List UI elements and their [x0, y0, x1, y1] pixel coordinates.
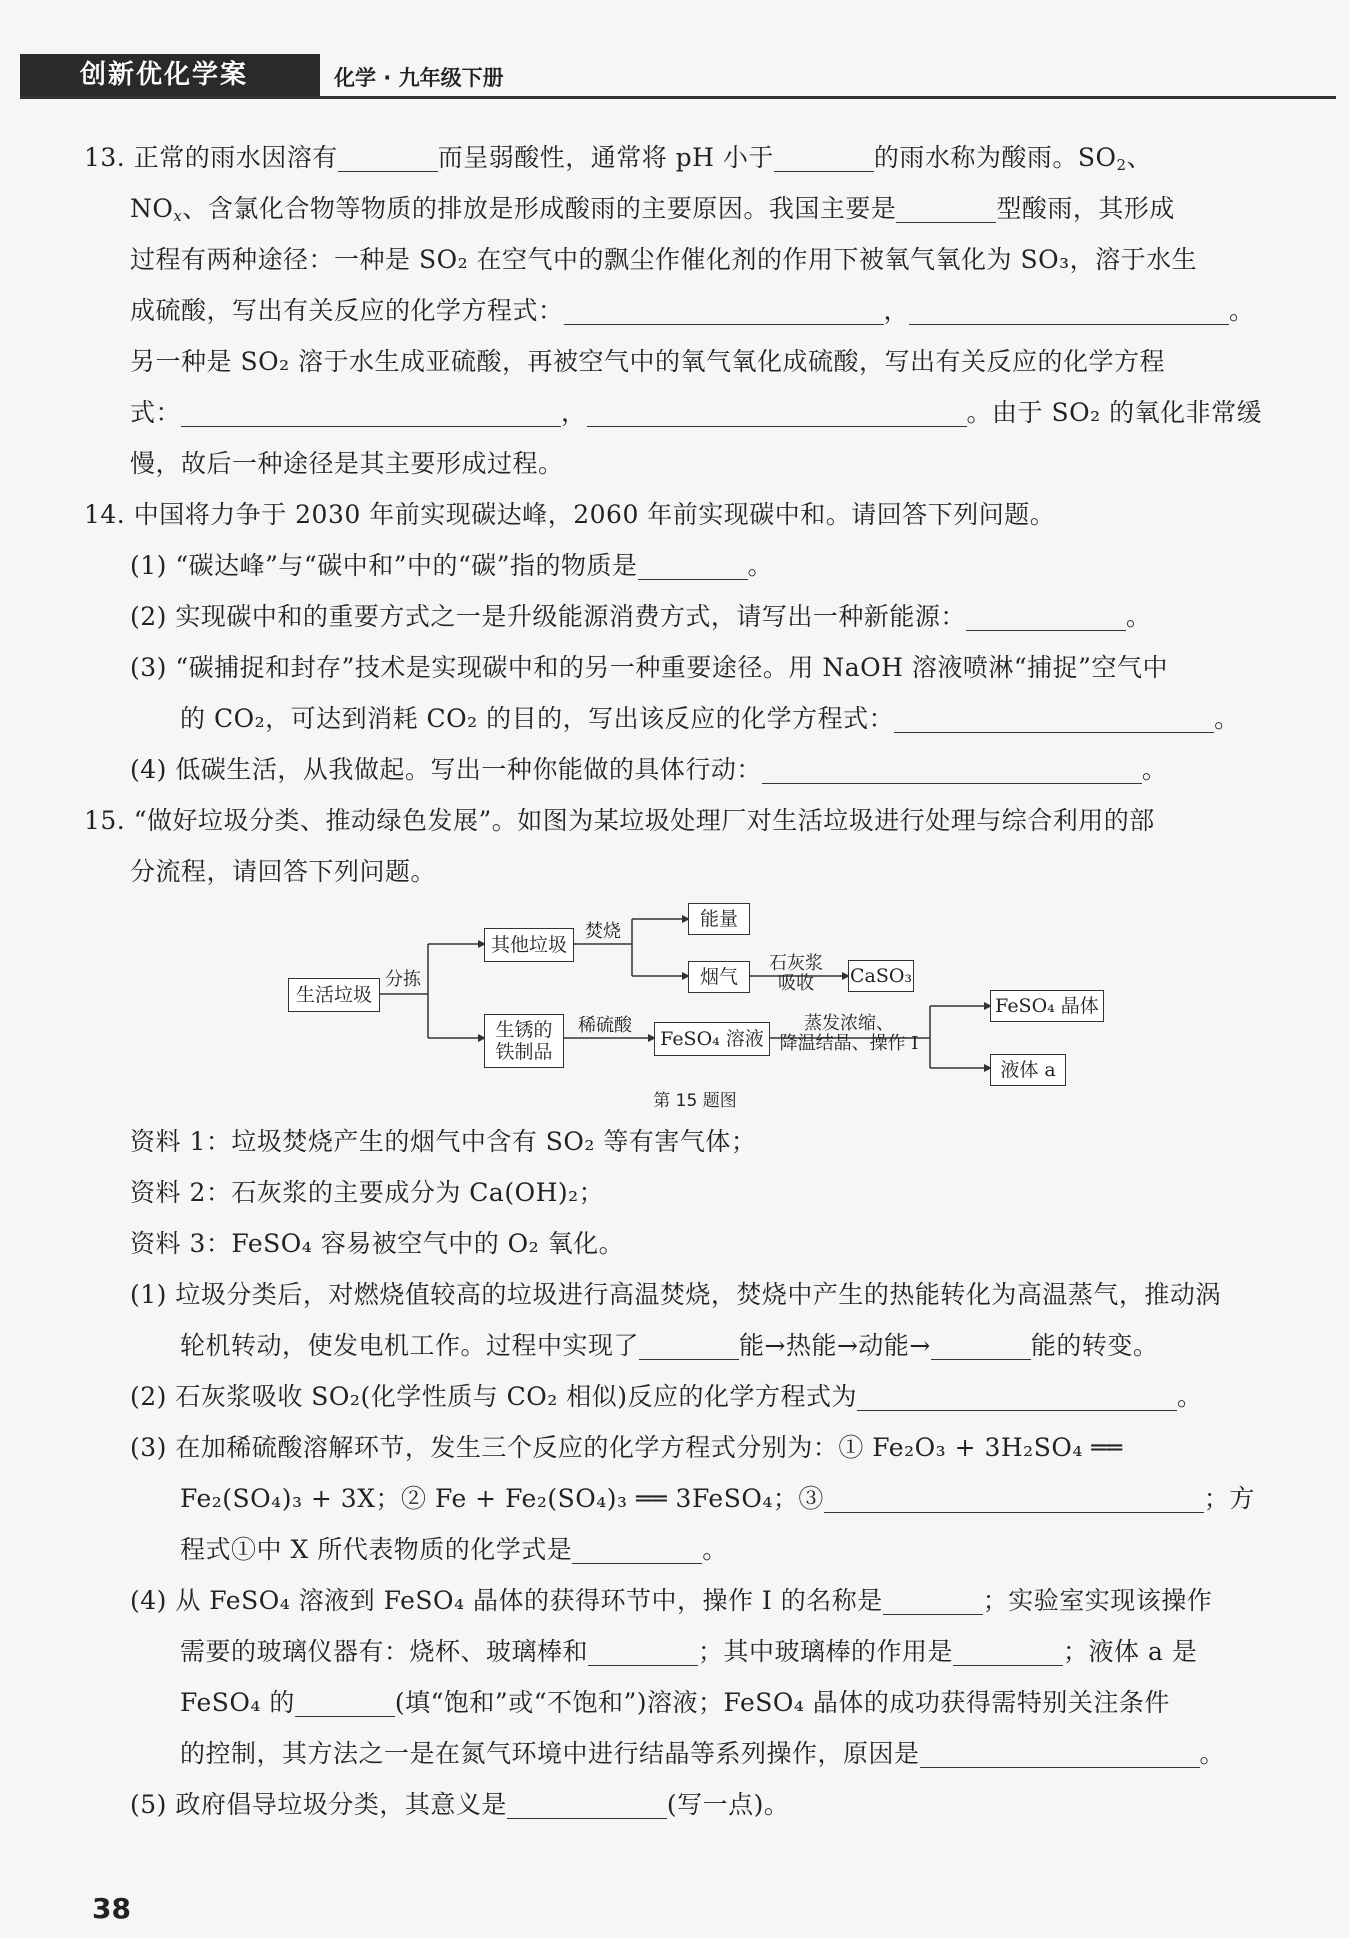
node-rusty-iron: 生锈的 铁制品 [484, 1014, 564, 1068]
q13-line-5: 另一种是 SO₂ 溶于水生成亚硫酸，再被空气中的氧气氧化成硫酸，写出有关反应的化学方程 [130, 347, 1166, 376]
header-brand: 创新优化学案 [80, 60, 249, 90]
q15-part-1: (1) 垃圾分类后，对燃烧值较高的垃圾进行高温焚烧，焚烧中产生的热能转化为高温蒸气，推动涡 [130, 1280, 1221, 1309]
q13-line-1: 13. 正常的雨水因溶有 而呈弱酸性，通常将 pH 小于 的雨水称为酸雨。$SO_2$、 [84, 143, 1153, 174]
flow-diagram [280, 898, 1110, 1098]
node-feso4-crystal: FeSO₄ 晶体 [990, 990, 1104, 1022]
answer-blank[interactable] [857, 1380, 1177, 1411]
answer-blank[interactable] [896, 192, 996, 223]
q15-part-4: (4) 从 FeSO₄ 溶液到 FeSO₄ 晶体的获得环节中，操作 Ⅰ 的名称是 ；实验室实现该操作 [130, 1586, 1213, 1615]
q13-line-2: $NO_x$、含氯化合物等物质的排放是形成酸雨的主要原因。我国主要是 型酸雨，其形成 [130, 194, 1175, 225]
answer-blank[interactable] [639, 1329, 739, 1360]
answer-blank[interactable] [894, 702, 1214, 733]
answer-blank[interactable] [587, 396, 967, 427]
q14-part-3: (3) “碳捕捉和封存”技术是实现碳中和的另一种重要途径。用 NaOH 溶液喷淋“捕捉”空气中 [130, 653, 1168, 682]
node-liquid-a: 液体 a [990, 1054, 1066, 1086]
edge-label-lime: 石灰浆 吸收 [769, 953, 823, 994]
q15-part-4-cont-3: 的控制，其方法之一是在氮气环境中进行结晶等系列操作，原因是 。 [180, 1739, 1226, 1768]
q15-part-3: (3) 在加稀硫酸溶解环节，发生三个反应的化学方程式分别为：① Fe₂O₃ + 3H₂SO₄ ══ [130, 1433, 1123, 1462]
q15-body [84, 1116, 1264, 1830]
q15-stem-2: 分流程，请回答下列问题。 [130, 857, 437, 886]
q14-part-1: (1) “碳达峰”与“碳中和”中的“碳”指的物质是 。 [130, 551, 774, 580]
answer-blank[interactable] [966, 600, 1126, 631]
answer-blank[interactable] [507, 1788, 667, 1819]
q14-part-2: (2) 实现碳中和的重要方式之一是升级能源消费方式，请写出一种新能源： 。 [130, 602, 1152, 631]
q14-stem: 14. 中国将力争于 2030 年前实现碳达峰，2060 年前实现碳中和。请回答下列问题。 [84, 500, 1056, 529]
content [84, 132, 1264, 897]
q15-part-2: (2) 石灰浆吸收 SO₂(化学性质与 CO₂ 相似)反应的化学方程式为 。 [130, 1382, 1203, 1411]
q14-part-4: (4) 低碳生活，从我做起。写出一种你能做的具体行动： 。 [130, 755, 1168, 784]
page-number: 38 [92, 1892, 131, 1925]
q13-line-3: 过程有两种途径：一种是 SO₂ 在空气中的飘尘作催化剂的作用下被氧气氧化为 SO₃，溶于水生 [130, 245, 1198, 274]
answer-blank[interactable] [638, 549, 748, 580]
q15-part-5: (5) 政府倡导垃圾分类，其意义是 (写一点)。 [130, 1790, 790, 1819]
figure-caption: 第 15 题图 [653, 1091, 737, 1111]
q15-part-1-cont: 轮机转动，使发电机工作。过程中实现了 能→热能→动能→ 能的转变。 [180, 1331, 1159, 1360]
answer-blank[interactable] [824, 1482, 1204, 1513]
answer-blank[interactable] [338, 141, 438, 172]
answer-blank[interactable] [774, 141, 874, 172]
q15-stem-1: 15. “做好垃圾分类、推动绿色发展”。如图为某垃圾处理厂对生活垃圾进行处理与综合利用的部 [84, 806, 1155, 835]
q13-line-4: 成硫酸，写出有关反应的化学方程式： ， 。 [130, 296, 1255, 325]
answer-blank[interactable] [295, 1686, 395, 1717]
q15-part-3-cont-2: 程式①中 X 所代表物质的化学式是 。 [180, 1535, 728, 1564]
q13-line-7: 慢，故后一种途径是其主要形成过程。 [130, 449, 564, 478]
answer-blank[interactable] [181, 396, 561, 427]
q15-ref-3: 资料 3：FeSO₄ 容易被空气中的 O₂ 氧化。 [130, 1229, 625, 1258]
answer-blank[interactable] [883, 1584, 983, 1615]
q15-part-4-cont-2: FeSO₄ 的 (填“饱和”或“不饱和”)溶液；FeSO₄ 晶体的成功获得需特别关注条件 [180, 1688, 1170, 1717]
q13-line-6: 式： ， 。由于 SO₂ 的氧化非常缓 [130, 398, 1263, 427]
node-caso3: CaSO₃ [848, 960, 914, 992]
answer-blank[interactable] [564, 294, 884, 325]
node-flue-gas: 烟气 [688, 961, 750, 993]
q15-ref-1: 资料 1：垃圾焚烧产生的烟气中含有 SO₂ 等有害气体； [130, 1127, 757, 1156]
q15-ref-2: 资料 2：石灰浆的主要成分为 Ca(OH)₂； [130, 1178, 605, 1207]
answer-blank[interactable] [588, 1635, 698, 1666]
node-other-waste: 其他垃圾 [484, 928, 574, 962]
edge-label-evaporate: 蒸发浓缩、 降温结晶、操作 Ⅰ [779, 1013, 919, 1054]
edge-label-sort: 分拣 [385, 969, 421, 990]
answer-blank[interactable] [920, 1737, 1200, 1768]
answer-blank[interactable] [931, 1329, 1031, 1360]
node-household-waste: 生活垃圾 [288, 978, 380, 1012]
header-rule [20, 96, 1336, 99]
q14-part-3-cont: 的 CO₂，可达到消耗 CO₂ 的目的，写出该反应的化学方程式： 。 [180, 704, 1240, 733]
q15-part-4-cont: 需要的玻璃仪器有：烧杯、玻璃棒和 ；其中玻璃棒的作用是 ；液体 a 是 [180, 1637, 1198, 1666]
edge-label-incinerate: 焚烧 [585, 921, 621, 942]
node-energy: 能量 [688, 903, 750, 935]
edge-label-sulfuric-acid: 稀硫酸 [578, 1015, 632, 1036]
answer-blank[interactable] [909, 294, 1229, 325]
header-subtitle: 化学 · 九年级下册 [334, 66, 504, 90]
node-feso4-solution: FeSO₄ 溶液 [654, 1022, 770, 1056]
answer-blank[interactable] [953, 1635, 1063, 1666]
answer-blank[interactable] [762, 753, 1142, 784]
answer-blank[interactable] [572, 1533, 702, 1564]
q15-part-3-cont: Fe₂(SO₄)₃ + 3X；② Fe + Fe₂(SO₄)₃ ══ 3FeSO₄；③ ；方 [180, 1484, 1255, 1513]
